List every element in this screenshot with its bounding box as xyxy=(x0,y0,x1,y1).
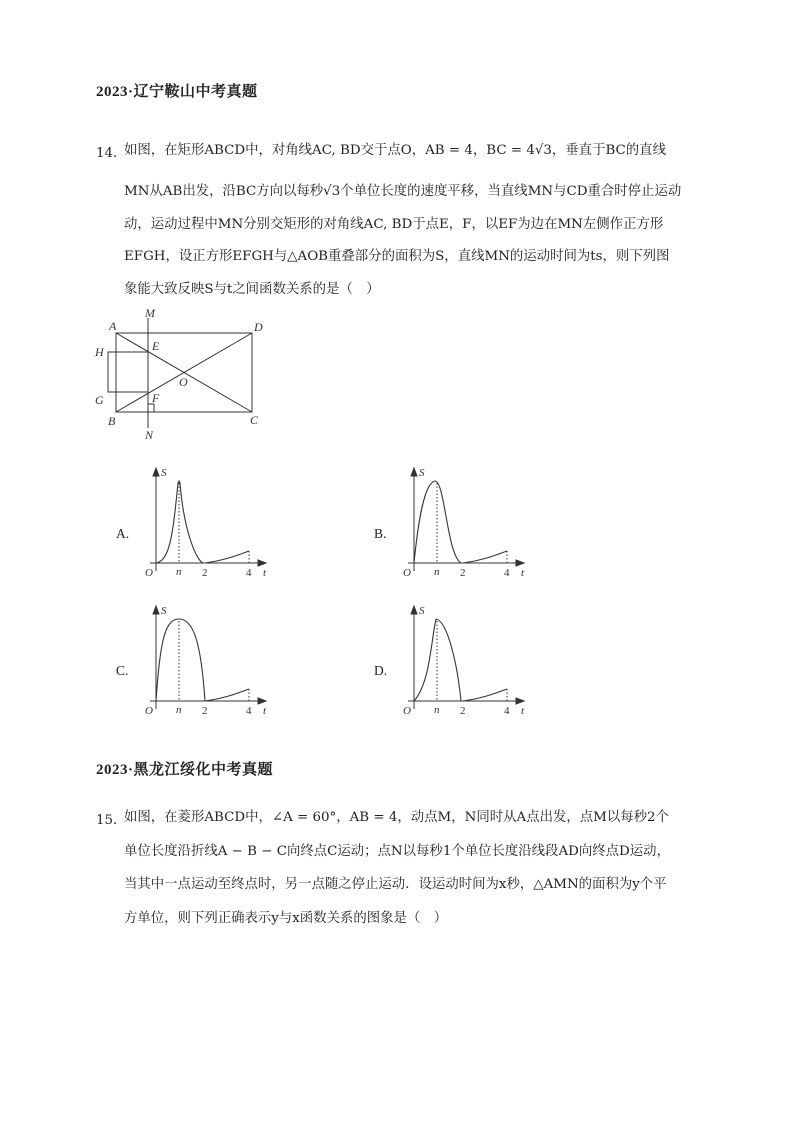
option-c-label[interactable]: C. xyxy=(116,663,129,678)
q14-line-3: 动，运动过程中MN分别交矩形的对角线AC, BD于点E，F，以EF为边在MN左侧作正方形 xyxy=(124,217,664,232)
tick-label-4: 4 xyxy=(504,567,510,579)
x-axis-arrow-icon xyxy=(516,560,524,566)
point-label-o: O xyxy=(179,375,188,389)
y-axis-arrow-icon xyxy=(411,606,417,614)
q14-line-2: MN从AB出发，沿BC方向以每秒√3个单位长度的速度平移，当直线MN与CD重合时停止运动 xyxy=(124,184,682,199)
point-label-h: H xyxy=(95,345,104,359)
option-c-graph[interactable] xyxy=(136,600,276,720)
axis-label-s: S xyxy=(161,467,167,479)
y-axis-arrow-icon xyxy=(153,468,159,476)
q15-line-1: 如图，在菱形ABCD中，∠A = 60°，AB = 4，动点M，N同时从A点出发，点M以每秒2个 xyxy=(124,810,669,825)
option-b-graph[interactable] xyxy=(394,462,534,582)
point-label-m: M xyxy=(145,306,155,320)
option-d-label[interactable]: D. xyxy=(374,663,388,678)
question-number-15: 15． xyxy=(96,813,127,828)
q15-line-4: 方单位，则下列正确表示y与x函数关系的图象是（ ） xyxy=(124,911,448,926)
axis-label-s: S xyxy=(161,605,167,617)
tick-label-2: 2 xyxy=(460,567,466,579)
point-label-d: D xyxy=(254,320,263,334)
tick-label-4: 4 xyxy=(246,567,252,579)
axis-label-t: t xyxy=(521,567,525,579)
curve-tail xyxy=(205,689,249,701)
y-axis-arrow-icon xyxy=(411,468,417,476)
tick-label-n: n xyxy=(176,704,182,716)
tick-label-2: 2 xyxy=(202,567,208,579)
option-d-graph[interactable] xyxy=(394,600,534,720)
origin-label: O xyxy=(403,567,411,579)
curve-tail xyxy=(463,551,507,563)
option-a-label[interactable]: A. xyxy=(116,526,130,541)
point-label-n: N xyxy=(145,428,154,442)
curve-main xyxy=(156,619,205,701)
tick-label-n: n xyxy=(176,566,182,578)
section-heading-1: 2023·辽宁鞍山中考真题 xyxy=(96,84,258,100)
q14-line-5: 象能大致反映S与t之间函数关系的是（ ） xyxy=(124,282,380,297)
point-label-a: A xyxy=(109,319,117,333)
section-heading-2: 2023·黑龙江绥化中考真题 xyxy=(96,762,274,778)
tick-label-4: 4 xyxy=(504,705,510,717)
origin-label: O xyxy=(145,705,153,717)
tick-label-2: 2 xyxy=(202,705,208,717)
curve-tail xyxy=(205,551,249,563)
axis-label-t: t xyxy=(263,567,267,579)
tick-label-n: n xyxy=(434,704,440,716)
point-label-g: G xyxy=(95,393,104,407)
point-label-e: E xyxy=(152,339,160,353)
axis-label-t: t xyxy=(521,705,525,717)
q15-line-2: 单位长度沿折线A − B − C向终点C运动；点N以每秒1个单位长度沿线段AD向终点D运动， xyxy=(124,844,670,859)
tick-label-2: 2 xyxy=(460,705,466,717)
origin-label: O xyxy=(145,567,153,579)
option-b-label[interactable]: B. xyxy=(374,526,387,541)
axis-label-t: t xyxy=(263,705,267,717)
axis-label-s: S xyxy=(419,605,425,617)
x-axis-arrow-icon xyxy=(258,698,266,704)
point-label-c: C xyxy=(250,413,259,427)
question-number-14: 14． xyxy=(96,146,127,161)
point-label-b: B xyxy=(108,414,116,428)
q14-line-4: EFGH，设正方形EFGH与△AOB重叠部分的面积为S，直线MN的运动时间为ts，则下列图 xyxy=(124,249,670,264)
y-axis-arrow-icon xyxy=(153,606,159,614)
curve-tail xyxy=(463,689,507,701)
origin-label: O xyxy=(403,705,411,717)
q14-line-1: 如图，在矩形ABCD中，对角线AC, BD交于点O，AB = 4，BC = 4√3，垂直于BC的直线 xyxy=(124,143,666,158)
x-axis-arrow-icon xyxy=(516,698,524,704)
tick-label-4: 4 xyxy=(246,705,252,717)
tick-label-n: n xyxy=(434,566,440,578)
axis-label-s: S xyxy=(419,467,425,479)
option-a-graph[interactable] xyxy=(136,462,276,582)
point-label-f: F xyxy=(152,391,160,405)
x-axis-arrow-icon xyxy=(258,560,266,566)
q15-line-3: 当其中一点运动至终点时，另一点随之停止运动．设运动时间为x秒，△AMN的面积为y个平 xyxy=(124,877,667,892)
